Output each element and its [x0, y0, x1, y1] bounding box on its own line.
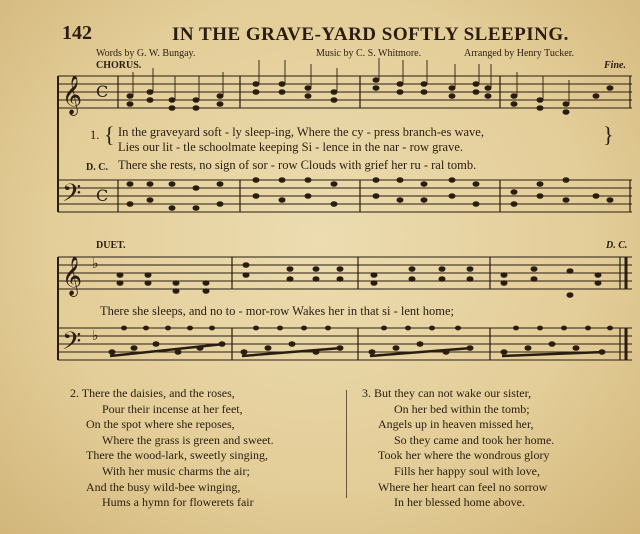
- verse-line: So they came and took her home.: [394, 432, 555, 447]
- treble-clef-icon: 𝄞: [62, 256, 83, 296]
- fine-marker: Fine.: [604, 60, 626, 71]
- verse-line: 3. But they can not wake our sister,: [362, 386, 532, 400]
- arranger-credit: Arranged by Henry Tucker.: [464, 48, 574, 59]
- lyric-line-1: In the graveyard soft - ly sleep-ing, Where the cy - press branch-es wave,: [118, 125, 484, 139]
- verse-divider: [346, 390, 347, 498]
- verse-line: On the spot where she reposes,: [86, 417, 235, 432]
- verse-line: Where her heart can feel no sorrow: [378, 479, 548, 494]
- verse-line: 2. There the daisies, and the roses,: [70, 386, 235, 400]
- dc-label: D. C.: [86, 162, 108, 173]
- lyric-brace-right: }: [603, 122, 614, 147]
- verse-line: On her bed within the tomb;: [394, 401, 530, 416]
- duet-lyric-line: There she sleeps, and no to - mor-row Wakes her in that si - lent home;: [100, 304, 454, 318]
- system1-treble-staff: [58, 76, 632, 108]
- svg-text:C: C: [96, 82, 109, 101]
- lyric-line-3: There she rests, no sign of sor - row Clouds with grief her ru - ral tomb.: [118, 158, 477, 172]
- verse-3: [362, 386, 554, 511]
- verse-number-one: 1.: [90, 128, 100, 142]
- verse-line: And the busy wild-bee winging,: [86, 479, 241, 494]
- svg-text:♭: ♭: [92, 256, 99, 272]
- verse-line: Pour their incense at her feet,: [102, 401, 243, 416]
- bass-clef-icon: 𝄢: [62, 179, 82, 214]
- music-credit: Music by C. S. Whitmore.: [316, 48, 422, 59]
- treble-clef-icon: 𝄞: [62, 75, 83, 115]
- dc-end-marker: D. C.: [606, 240, 628, 251]
- lyric-line-2: Lies our lit - tle schoolmate keeping Si - lence in the nar - row grave.: [118, 140, 464, 154]
- verse-line: With her music charms the air;: [102, 463, 250, 478]
- song-title: IN THE GRAVE-YARD SOFTLY SLEEPING.: [172, 24, 569, 45]
- verse-line: Took her where the wondrous glory: [378, 448, 550, 463]
- system2-treble-staff: [58, 257, 632, 289]
- verse-line: There the wood-lark, sweetly singing,: [86, 448, 268, 463]
- verse-line: Fills her happy soul with love,: [394, 463, 540, 478]
- svg-text:♭: ♭: [92, 328, 99, 344]
- bass-clef-icon: 𝄢: [62, 327, 82, 362]
- duet-marker: DUET.: [96, 240, 126, 251]
- system1-bass-staff: [58, 180, 632, 212]
- words-credit: Words by G. W. Bungay.: [96, 48, 196, 59]
- verse-number: 2.: [70, 386, 79, 400]
- chorus-marker: CHORUS.: [96, 60, 142, 71]
- verse-line: Where the grass is green and sweet.: [102, 432, 274, 447]
- verse-line: Hums a hymn for flowerets fair: [102, 495, 254, 510]
- page-number: 142: [62, 22, 92, 44]
- svg-text:C: C: [96, 186, 109, 205]
- verse-line: In her blessed home above.: [394, 495, 525, 510]
- verse-number: 3.: [362, 386, 371, 400]
- verse-line: Angels up in heaven missed her,: [378, 417, 534, 432]
- verse-2: [70, 386, 274, 511]
- lyric-brace-left: {: [104, 122, 115, 147]
